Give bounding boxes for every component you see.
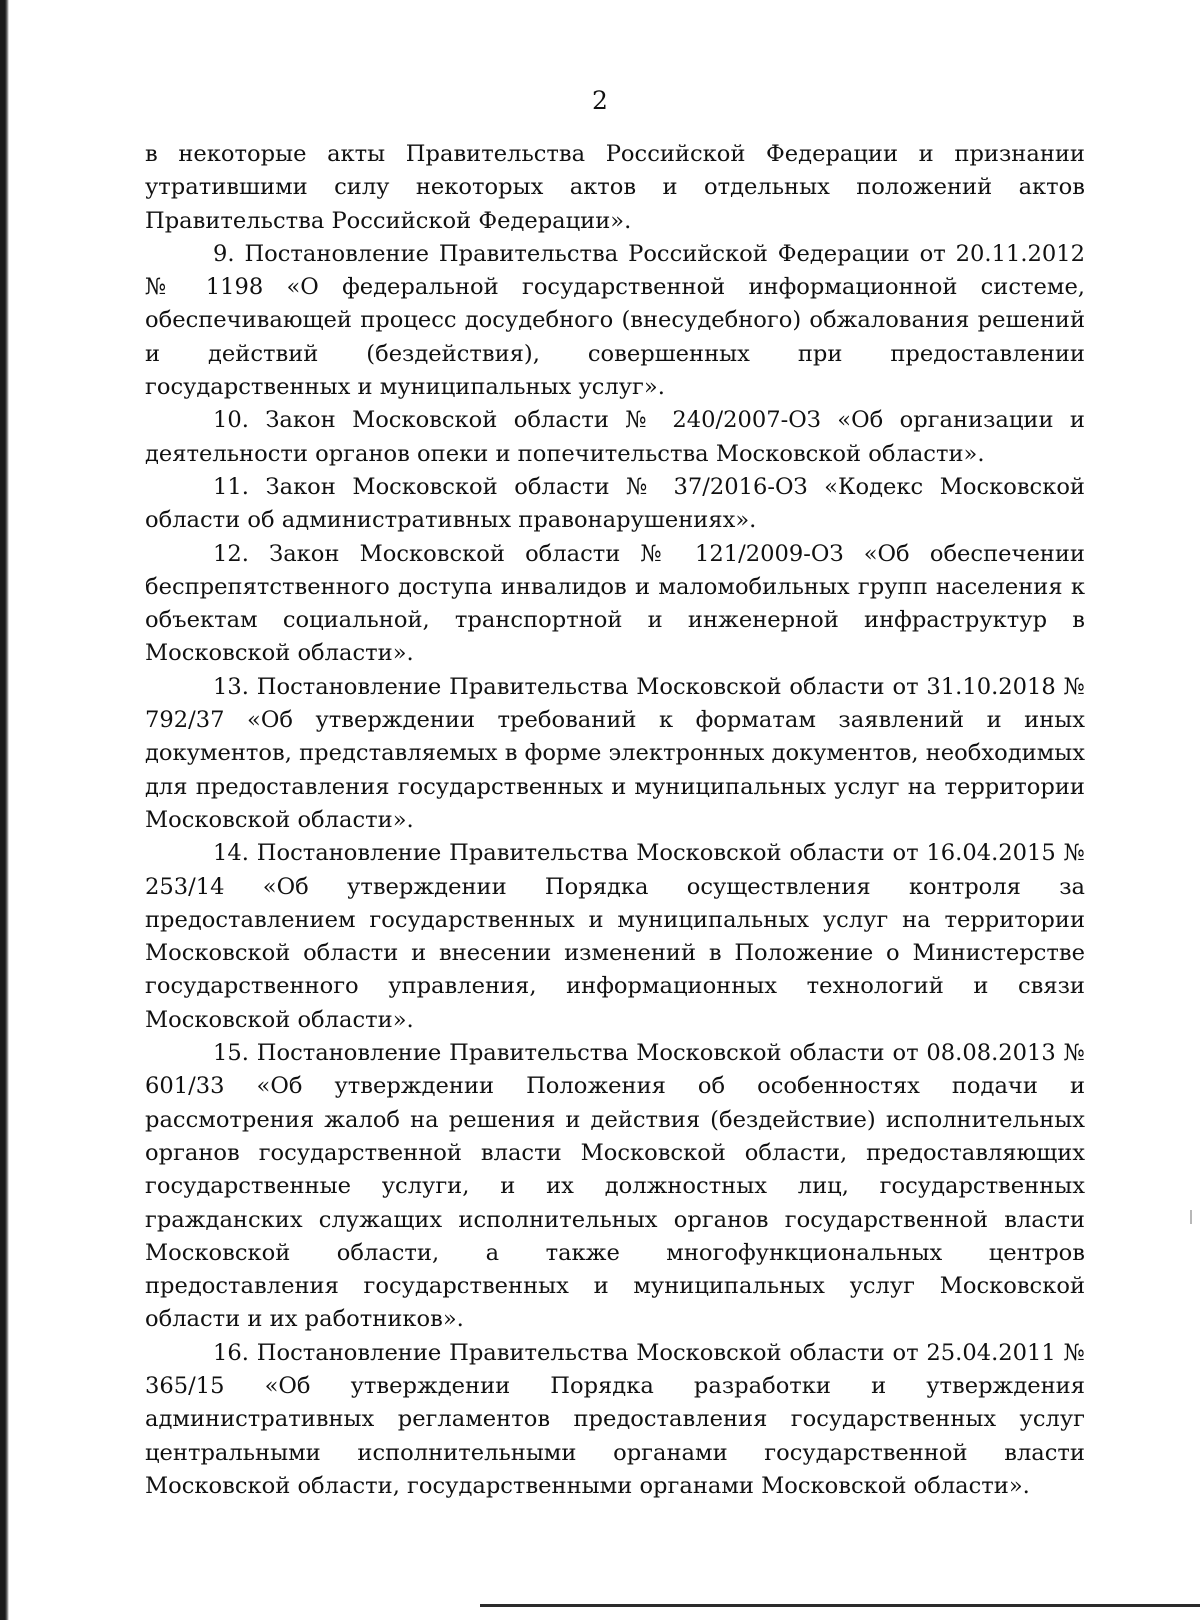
page-number: 2 xyxy=(592,86,608,115)
paragraph-item-16: 16. Постановление Правительства Московской области от 25.04.2011 № 365/15 «Об утверждении Порядка разработки и утверждения административных регламентов предоставления государственных услуг центральными исполнительными органами государственной власти Московской области, государственными органами Московской области». xyxy=(145,1339,1085,1499)
paragraph-item-10: 10. Закон Московской области № 240/2007-ОЗ «Об организации и деятельности органов опеки и попечительства Московской области». xyxy=(145,407,1085,467)
paragraph-item-13: 13. Постановление Правительства Московской области от 31.10.2018 № 792/37 «Об утверждении требований к форматам заявлений и иных документов, представляемых в форме электронных документов, необходимых для предоставления государственных и муниципальных услуг на территории Московской области». xyxy=(145,673,1085,833)
document-body xyxy=(145,138,1085,1503)
paragraph-item-12: 12. Закон Московской области № 121/2009-ОЗ «Об обеспечении беспрепятственного доступа инвалидов и маломобильных групп населения к объектам социальной, транспортной и инженерной инфраструктур в Московской области». xyxy=(145,540,1085,667)
scan-bottom-edge xyxy=(480,1604,1200,1607)
paragraph-item-9: 9. Постановление Правительства Российской Федерации от 20.11.2012 № 1198 «О федеральной государственной информационной системе, обеспечивающей процесс досудебного (внесудебного) обжалования решений и действий (бездействия), совершенных при предоставлении государственных и муниципальных услуг». xyxy=(145,240,1085,401)
paragraph-continuation: в некоторые акты Правительства Российской Федерации и признании утратившими силу некоторых актов и отдельных положений актов Правительства Российской Федерации». xyxy=(145,141,1085,234)
scan-mark xyxy=(1190,1210,1192,1224)
scan-left-edge xyxy=(0,0,9,1620)
paragraph-item-11: 11. Закон Московской области № 37/2016-ОЗ «Кодекс Московской области об административных правонарушениях». xyxy=(145,473,1085,534)
paragraph-item-14: 14. Постановление Правительства Московской области от 16.04.2015 № 253/14 «Об утверждении Порядка осуществления контроля за предоставлением государственных и муниципальных услуг на территории Московской области и внесении изменений в Положение о Министерстве государственного управления, информационных технологий и связи Московской области». xyxy=(145,840,1085,1033)
paragraph-item-15: 15. Постановление Правительства Московской области от 08.08.2013 № 601/33 «Об утверждении Положения об особенностях подачи и рассмотрения жалоб на решения и действия (бездействие) исполнительных органов государственной власти Московской области, предоставляющих государственные услуги, и их должностных лиц, государственных гражданских служащих исполнительных органов государственной власти Московской области, а также многофункциональных центров предоставления государственных и муниципальных услуг Московской области и их работников». xyxy=(145,1040,1085,1333)
